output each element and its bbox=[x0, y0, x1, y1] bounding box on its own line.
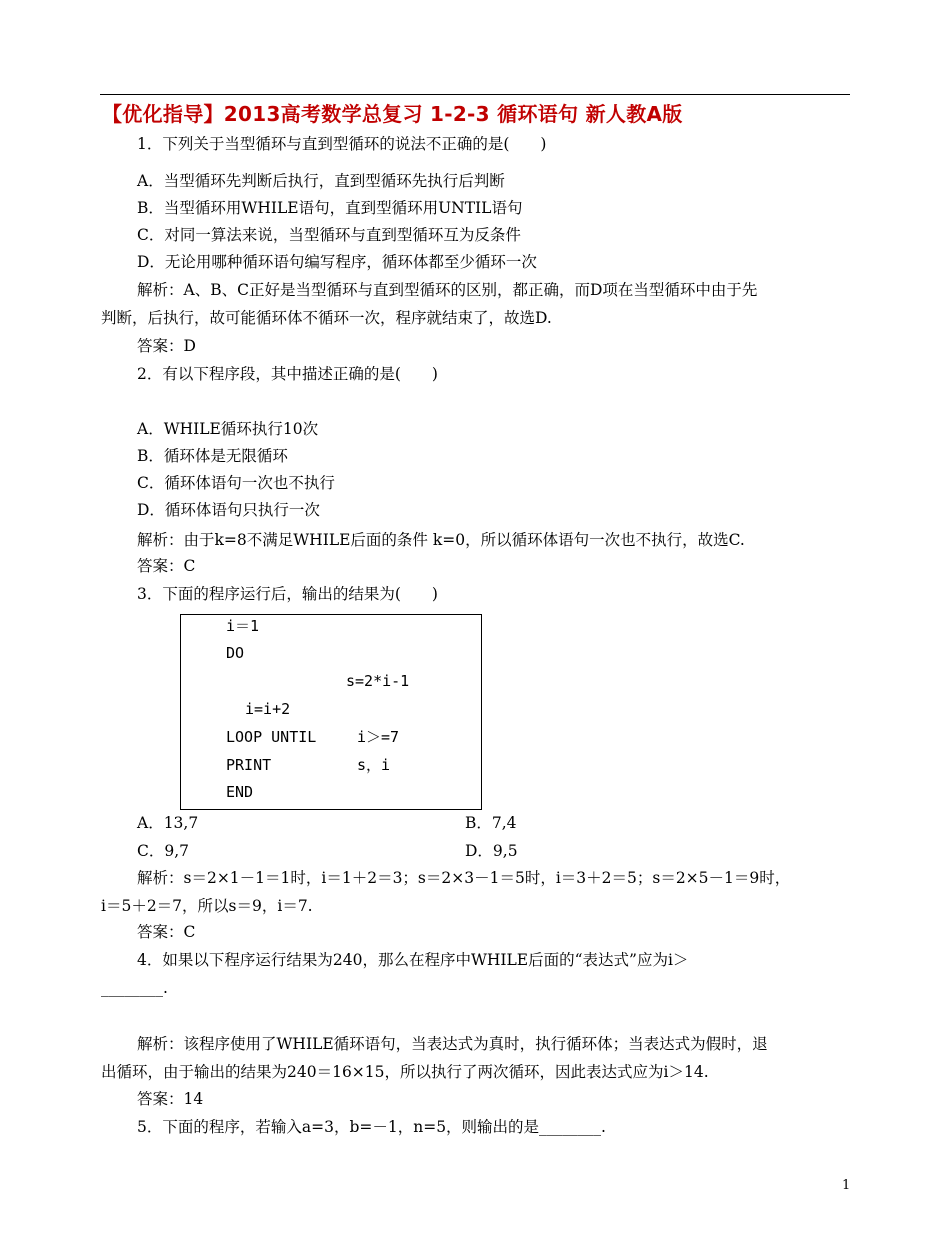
q3-option-b: B．7,4 bbox=[465, 814, 517, 832]
q1-option-a: A．当型循环先判断后执行，直到型循环先执行后判断 bbox=[137, 172, 505, 190]
q3-analysis-line-1: 解析：s＝2×1－1＝1时，i＝1＋2＝3；s＝2×3－1＝5时，i＝3＋2＝5；s＝2×5－1＝9时， bbox=[137, 869, 791, 887]
q1-analysis-line-1: 解析：A、B、C正好是当型循环与直到型循环的区别，都正确，而D项在当型循环中由于先 bbox=[137, 281, 758, 299]
q2-stem: 2．有以下程序段，其中描述正确的是( ) bbox=[137, 365, 438, 383]
q4-analysis-line-1: 解析：该程序使用了WHILE循环语句，当表达式为真时，执行循环体；当表达式为假时，退 bbox=[137, 1035, 768, 1053]
q2-option-c: C．循环体语句一次也不执行 bbox=[137, 474, 335, 492]
document-title: 【优化指导】2013高考数学总复习 1-2-3 循环语句 新人教A版 bbox=[102, 102, 683, 126]
header-rule bbox=[100, 94, 850, 95]
code-line-loop-until: LOOP UNTIL bbox=[226, 728, 317, 746]
code-line-end: END bbox=[226, 783, 254, 801]
q1-stem: 1．下列关于当型循环与直到型循环的说法不正确的是( ) bbox=[137, 135, 547, 153]
code-line-assign-s: s=2*i-1 bbox=[346, 672, 410, 690]
q2-option-d: D．循环体语句只执行一次 bbox=[137, 501, 320, 519]
code-line-init: i＝1 bbox=[226, 617, 260, 635]
q3-option-c: C．9,7 bbox=[137, 842, 190, 860]
q2-answer: 答案：C bbox=[137, 557, 196, 575]
code-line-loop-condition: i＞=7 bbox=[357, 728, 400, 746]
q3-option-d: D．9,5 bbox=[465, 842, 518, 860]
q3-analysis-line-2: i＝5＋2＝7，所以s＝9，i＝7. bbox=[101, 897, 313, 915]
q1-answer: 答案：D bbox=[137, 337, 196, 355]
q2-option-a: A．WHILE循环执行10次 bbox=[137, 420, 319, 438]
code-line-print-args: s，i bbox=[357, 756, 391, 774]
q1-option-b: B．当型循环用WHILE语句，直到型循环用UNTIL语句 bbox=[137, 199, 523, 217]
q4-answer-blank: ________. bbox=[101, 979, 168, 997]
q2-analysis: 解析：由于k=8不满足WHILE后面的条件 k=0，所以循环体语句一次也不执行，故选C. bbox=[137, 531, 745, 549]
q4-answer: 答案：14 bbox=[137, 1090, 204, 1108]
q1-option-d: D．无论用哪种循环语句编写程序，循环体都至少循环一次 bbox=[137, 253, 537, 271]
q1-analysis-line-2: 判断，后执行，故可能循环体不循环一次，程序就结束了，故选D. bbox=[101, 309, 552, 327]
page-number: 1 bbox=[842, 1178, 851, 1193]
q1-option-c: C．对同一算法来说，当型循环与直到型循环互为反条件 bbox=[137, 226, 521, 244]
q2-option-b: B．循环体是无限循环 bbox=[137, 447, 288, 465]
code-line-increment: i=i+2 bbox=[245, 700, 291, 718]
q3-answer: 答案：C bbox=[137, 923, 196, 941]
q4-analysis-line-2: 出循环，由于输出的结果为240＝16×15，所以执行了两次循环，因此表达式应为i＞14. bbox=[101, 1063, 709, 1081]
q3-option-a: A．13,7 bbox=[137, 814, 199, 832]
q3-stem: 3．下面的程序运行后，输出的结果为( ) bbox=[137, 585, 438, 603]
q4-stem: 4．如果以下程序运行结果为240，那么在程序中WHILE后面的“表达式”应为i＞ bbox=[137, 951, 689, 969]
code-line-do: DO bbox=[226, 644, 245, 662]
code-line-print: PRINT bbox=[226, 756, 272, 774]
q5-stem: 5．下面的程序，若输入a=3，b=－1，n=5，则输出的是________. bbox=[137, 1118, 606, 1136]
